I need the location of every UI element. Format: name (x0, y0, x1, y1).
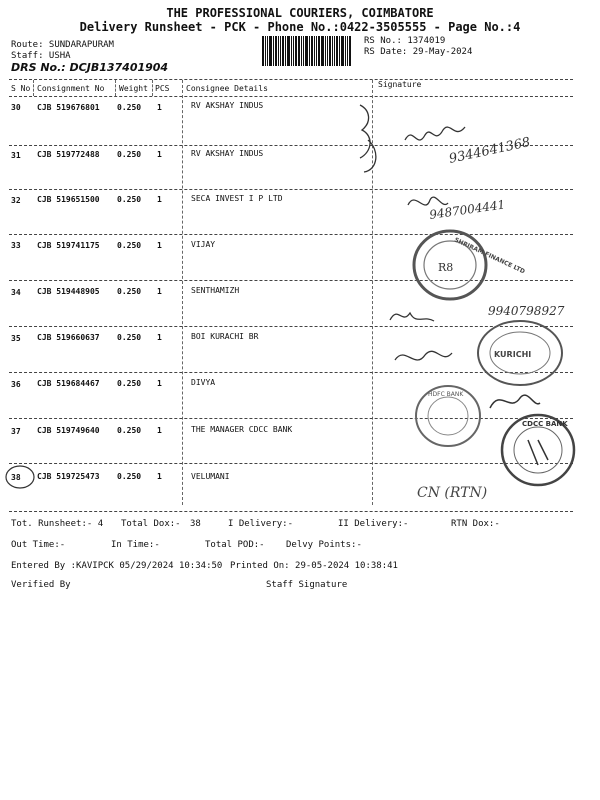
verified-by: Verified By (11, 580, 71, 590)
handwritten-signature (400, 185, 560, 230)
barcode-bar (267, 36, 268, 66)
row-pcs: 1 (157, 103, 162, 112)
barcode-bar (298, 36, 300, 66)
tot-runsheet: Tot. Runsheet:- 4 (11, 519, 104, 529)
row-consignee: RV AKSHAY INDUS (191, 149, 264, 158)
barcode-bar (327, 36, 328, 66)
barcode-bar (318, 36, 320, 66)
ii-delivery: II Delivery:- (338, 519, 409, 529)
barcode-bar (301, 36, 302, 66)
in-time: In Time:- (111, 540, 160, 550)
handwritten-phone: 9344641368 (447, 135, 532, 167)
header-bottom-rule (9, 96, 573, 97)
barcode (262, 36, 362, 66)
route-label: Route: SUNDARAPURAM (11, 40, 114, 50)
handwritten-circle (4, 462, 38, 492)
barcode-bar (325, 36, 326, 66)
printed-on: Printed On: 29-05-2024 10:38:41 (230, 561, 398, 571)
handwritten-phone: 9940798927 (488, 304, 565, 318)
barcode-bar (285, 36, 286, 66)
row-consignee: VELUMANI (191, 472, 230, 481)
barcode-bar (345, 36, 346, 66)
barcode-bar (316, 36, 317, 66)
barcode-bar (282, 36, 284, 66)
row-consignee: RV AKSHAY INDUS (191, 101, 264, 110)
barcode-bar (349, 36, 351, 66)
barcode-bar (334, 36, 335, 66)
barcode-bar (269, 36, 272, 66)
row-weight: 0.250 (117, 379, 142, 388)
barcode-bar (314, 36, 315, 66)
svg-text:R8: R8 (438, 261, 454, 274)
barcode-bar (336, 36, 338, 66)
delvy-points: Delvy Points:- (286, 540, 362, 550)
row-sno: 31 (11, 151, 21, 160)
row-pcs: 1 (157, 195, 162, 204)
barcode-bar (329, 36, 331, 66)
row-weight: 0.250 (117, 103, 142, 112)
barcode-bar (280, 36, 281, 66)
barcode-bar (295, 36, 297, 66)
row-consignment-no: CJB 519725473 (37, 472, 100, 481)
row-sno: 36 (11, 380, 21, 389)
row-consignment-no: CJB 519448905 (37, 287, 100, 296)
handwritten-phone: 9487004441 (428, 197, 507, 222)
barcode-bar (291, 36, 292, 66)
row-sno: 37 (11, 427, 21, 436)
row-sno: 30 (11, 103, 21, 112)
row-sno: 32 (11, 196, 21, 205)
row-pcs: 1 (157, 333, 162, 342)
row-consignment-no: CJB 519684467 (37, 379, 100, 388)
barcode-bar (347, 36, 348, 66)
rs-number: RS No.: 1374019 (364, 36, 446, 46)
drs-number: DRS No.: DCJB137401904 (11, 61, 169, 74)
total-dox-value: 38 (190, 519, 201, 529)
col-divider (33, 80, 34, 96)
barcode-bar (273, 36, 274, 66)
handwritten-note (415, 475, 515, 507)
rtn-dox: RTN Dox:- (451, 519, 500, 529)
barcode-bar (278, 36, 279, 66)
table-bottom-rule (9, 511, 573, 512)
row-rule (9, 463, 573, 464)
row-weight: 0.250 (117, 150, 142, 159)
barcode-bar (332, 36, 333, 66)
row-weight: 0.250 (117, 287, 142, 296)
row-pcs: 1 (157, 472, 162, 481)
i-delivery: I Delivery:- (228, 519, 294, 529)
total-pod: Total POD:- (205, 540, 265, 550)
staff-label: Staff: USHA (11, 51, 71, 61)
row-consignee: VIJAY (191, 240, 216, 249)
rs-date: RS Date: 29-May-2024 (364, 47, 473, 57)
row-pcs: 1 (157, 287, 162, 296)
row-consignee: SENTHAMIZH (191, 286, 240, 295)
barcode-bar (293, 36, 294, 66)
col-header-pcs: PCS (155, 84, 170, 93)
row-consignment-no: CJB 519741175 (37, 241, 100, 250)
barcode-bar (303, 36, 304, 66)
stamp-text: KURICHI (494, 350, 532, 359)
row-weight: 0.250 (117, 241, 142, 250)
row-pcs: 1 (157, 150, 162, 159)
barcode-bar (309, 36, 310, 66)
row-consignment-no: CJB 519749640 (37, 426, 100, 435)
col-header-sno: S No (11, 84, 31, 93)
handwritten-cn-rtn: CN (RTN) (417, 485, 488, 501)
barcode-bar (275, 36, 277, 66)
barcode-bar (265, 36, 266, 66)
row-weight: 0.250 (117, 333, 142, 342)
barcode-bar (305, 36, 308, 66)
stamp-text: HDFC BANK (428, 391, 464, 398)
barcode-bar (262, 36, 264, 66)
row-pcs: 1 (157, 426, 162, 435)
col-header-weight: Weight (119, 84, 148, 93)
row-weight: 0.250 (117, 195, 142, 204)
row-sno: 33 (11, 241, 21, 250)
col-divider (182, 80, 183, 505)
stamp-text: CDCC BANK (522, 420, 568, 428)
out-time: Out Time:- (11, 540, 66, 550)
row-consignee: THE MANAGER CDCC BANK (191, 425, 293, 434)
header-top-rule (9, 79, 573, 80)
staff-signature: Staff Signature (266, 580, 348, 590)
barcode-bar (341, 36, 344, 66)
col-header-signature: Signature (378, 80, 422, 89)
row-consignee: BOI KURACHI BR (191, 332, 259, 341)
total-dox-label: Total Dox:- (121, 519, 181, 529)
row-pcs: 1 (157, 241, 162, 250)
row-weight: 0.250 (117, 472, 142, 481)
row-consignment-no: CJB 519660637 (37, 333, 100, 342)
col-header-consignee: Consignee Details (186, 84, 268, 93)
barcode-bar (339, 36, 340, 66)
row-consignee: DIVYA (191, 378, 216, 387)
company-title: THE PROFESSIONAL COURIERS, COIMBATORE (166, 6, 434, 20)
barcode-bar (321, 36, 324, 66)
runsheet-subtitle: Delivery Runsheet - PCK - Phone No.:0422-3505555 - Page No.:4 (79, 20, 521, 34)
handwritten-signature (340, 100, 400, 178)
company-stamp (408, 225, 526, 305)
col-divider (115, 80, 116, 96)
row-sno: 35 (11, 334, 21, 343)
barcode-bar (287, 36, 290, 66)
entered-by: Entered By :KAVIPCK 05/29/2024 10:34:50 (11, 561, 223, 571)
row-consignee: SECA INVEST I P LTD (191, 194, 283, 203)
handwritten-signature (395, 105, 575, 175)
col-header-consignment: Consignment No (37, 84, 105, 93)
row-sno: 34 (11, 288, 21, 297)
row-weight: 0.250 (117, 426, 142, 435)
row-consignment-no: CJB 519772488 (37, 150, 100, 159)
stamp-text: SHRIRAM FINANCE LTD (453, 236, 526, 276)
row-pcs: 1 (157, 379, 162, 388)
col-divider (152, 80, 153, 96)
barcode-bar (311, 36, 313, 66)
row-consignment-no: CJB 519676801 (37, 103, 100, 112)
row-consignment-no: CJB 519651500 (37, 195, 100, 204)
row-sno: 38 (11, 473, 21, 482)
